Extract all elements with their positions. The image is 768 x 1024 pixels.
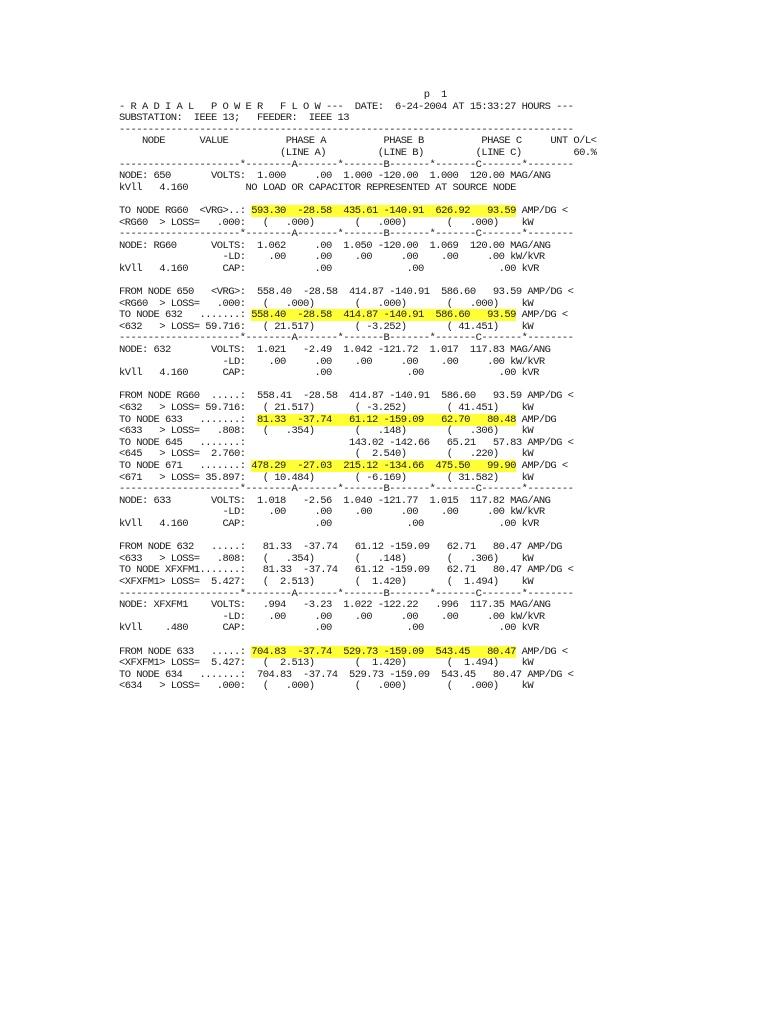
highlighted-values: 704.83 -37.74 529.73 -159.09 543.45 80.47 — [251, 645, 516, 658]
report-text: -LD: .00 .00 .00 .00 .00 .00 kW/kVR — [119, 506, 545, 519]
report-text: kVll 4.160 NO LOAD OR CAPACITOR REPRESENTED AT SOURCE NODE — [119, 181, 516, 194]
report-text: -LD: .00 .00 .00 .00 .00 .00 kW/kVR — [119, 251, 545, 264]
report-text: FROM NODE 650 <VRG>: 558.40 -28.58 414.87 -140.91 586.60 93.59 AMP/DG < — [119, 286, 574, 299]
report-text: AMP/DG < — [515, 645, 568, 658]
power-flow-report — [119, 90, 596, 693]
report-text: FROM NODE 632 .....: 81.33 -37.74 61.12 -159.09 62.71 80.47 AMP/DG — [119, 541, 562, 554]
report-text: <632 > LOSS= 59.716: ( 21.517) ( -3.252) ( 41.451) kW — [119, 320, 534, 333]
report-line — [119, 681, 596, 693]
report-text: TO NODE 671 .......: — [119, 460, 252, 472]
report-text: - R A D I A L P O W E R F L O W --- DATE: 6-24-2004 AT 15:33:27 HOURS --- — [119, 100, 574, 113]
report-text: <671 > LOSS= 35.897: ( 10.484) ( -6.169) ( 31.582) kW — [119, 471, 534, 484]
report-line — [119, 623, 596, 635]
report-text: FROM NODE 633 .....: — [119, 645, 252, 658]
report-text: SUBSTATION: IEEE 13; FEEDER: IEEE 13 — [119, 112, 350, 125]
report-text: TO NODE 632 .......: — [119, 309, 252, 322]
report-text: AMP/DG < — [515, 309, 568, 322]
report-line — [119, 368, 596, 380]
report-text: <XFXFM1> LOSS= 5.427: ( 2.513) ( 1.420) ( 1.494) kW — [119, 575, 534, 588]
report-line — [119, 264, 596, 276]
report-text: AMP/DG < — [515, 460, 568, 472]
report-text: <645 > LOSS= 2.760: ( 2.540) ( .220) kW — [119, 448, 534, 461]
report-text: NODE: RG60 VOLTS: 1.062 .00 1.050 -120.00 1.069 120.00 MAG/ANG — [119, 239, 551, 252]
report-text: FROM NODE RG60 .....: 558.41 -28.58 414.87 -140.91 586.60 93.59 AMP/DG < — [119, 390, 574, 403]
report-text: (LINE A) (LINE B) (LINE C) 60.% — [119, 146, 597, 159]
report-text: TO NODE XFXFM1.......: 81.33 -37.74 61.12 -159.09 62.71 80.47 AMP/DG < — [119, 564, 574, 577]
report-text: ---------------------*--------A-------*-------B-------*-------C-------*-------- — [119, 587, 574, 600]
report-text: ---------------------*--------A-------*-------B-------*-------C-------*-------- — [119, 228, 574, 241]
report-text: -LD: .00 .00 .00 .00 .00 .00 kW/kVR — [119, 610, 545, 623]
report-text: <XFXFM1> LOSS= 5.427: ( 2.513) ( 1.420) ( 1.494) kW — [119, 657, 534, 670]
report-text: <633 > LOSS= .808: ( .354) ( .148) ( .306) kW — [119, 425, 534, 438]
report-text: ---------------------*--------A-------*-------B-------*-------C-------*-------- — [119, 483, 574, 496]
report-text: <632 > LOSS= 59.716: ( 21.517) ( -3.252) ( 41.451) kW — [119, 402, 534, 415]
report-text: AMP/DG — [515, 413, 557, 426]
report-text: TO NODE 633 .......: — [119, 413, 258, 426]
highlighted-values: 558.40 -28.58 414.87 -140.91 586.60 93.59 — [251, 309, 516, 322]
report-text: TO NODE 634 .......: 704.83 -37.74 529.73 -159.09 543.45 80.47 AMP/DG < — [119, 668, 574, 681]
report-text: ---------------------*--------A-------*-------B-------*-------C-------*-------- — [119, 158, 574, 171]
report-text: kVll 4.160 CAP: .00 .00 .00 kVR — [119, 367, 539, 380]
report-text: NODE: 632 VOLTS: 1.021 -2.49 1.042 -121.72 1.017 117.83 MAG/ANG — [119, 344, 551, 357]
report-text: NODE: XFXFM1 VOLTS: .994 -3.23 1.022 -122.22 .996 117.35 MAG/ANG — [119, 599, 551, 612]
report-text: <633 > LOSS= .808: ( .354) ( .148) ( .306) kW — [119, 552, 534, 565]
report-text: ---------------------*--------A-------*-------B-------*-------C-------*-------- — [119, 332, 574, 345]
report-line — [119, 519, 596, 531]
report-text: NODE: 650 VOLTS: 1.000 .00 1.000 -120.00 1.000 120.00 MAG/ANG — [119, 170, 551, 183]
report-text: p 1 — [119, 89, 447, 101]
report-text: <634 > LOSS= .000: ( .000) ( .000) ( .000) kW — [119, 680, 534, 693]
report-text: NODE VALUE PHASE A PHASE B PHASE C UNT O/L< — [119, 135, 597, 148]
report-text: kVll 4.160 CAP: .00 .00 .00 kVR — [119, 262, 539, 275]
highlighted-values: 593.30 -28.58 435.61 -140.91 626.92 93.59 — [251, 204, 516, 217]
report-text: NODE: 633 VOLTS: 1.018 -2.56 1.040 -121.77 1.015 117.82 MAG/ANG — [119, 494, 551, 507]
report-text: ------------------------------------------------------------------------------- — [119, 123, 574, 136]
report-text: TO NODE RG60 <VRG>..: — [119, 204, 252, 217]
report-text: AMP/DG < — [515, 204, 568, 217]
report-text: kVll .480 CAP: .00 .00 .00 kVR — [119, 622, 539, 635]
report-line — [119, 183, 596, 195]
report-text: -LD: .00 .00 .00 .00 .00 .00 kW/kVR — [119, 355, 545, 368]
highlighted-values: 81.33 -37.74 61.12 -159.09 62.70 80.48 — [257, 413, 516, 426]
report-text: kVll 4.160 CAP: .00 .00 .00 kVR — [119, 517, 539, 530]
report-text: <RG60 > LOSS= .000: ( .000) ( .000) ( .000) kW — [119, 297, 534, 310]
highlighted-values: 478.29 -27.03 215.12 -134.66 475.50 99.90 — [251, 460, 516, 472]
report-text: TO NODE 645 .......: 143.02 -142.66 65.21 57.83 AMP/DG < — [119, 436, 574, 449]
report-text: <RG60 > LOSS= .000: ( .000) ( .000) ( .000) kW — [119, 216, 534, 229]
